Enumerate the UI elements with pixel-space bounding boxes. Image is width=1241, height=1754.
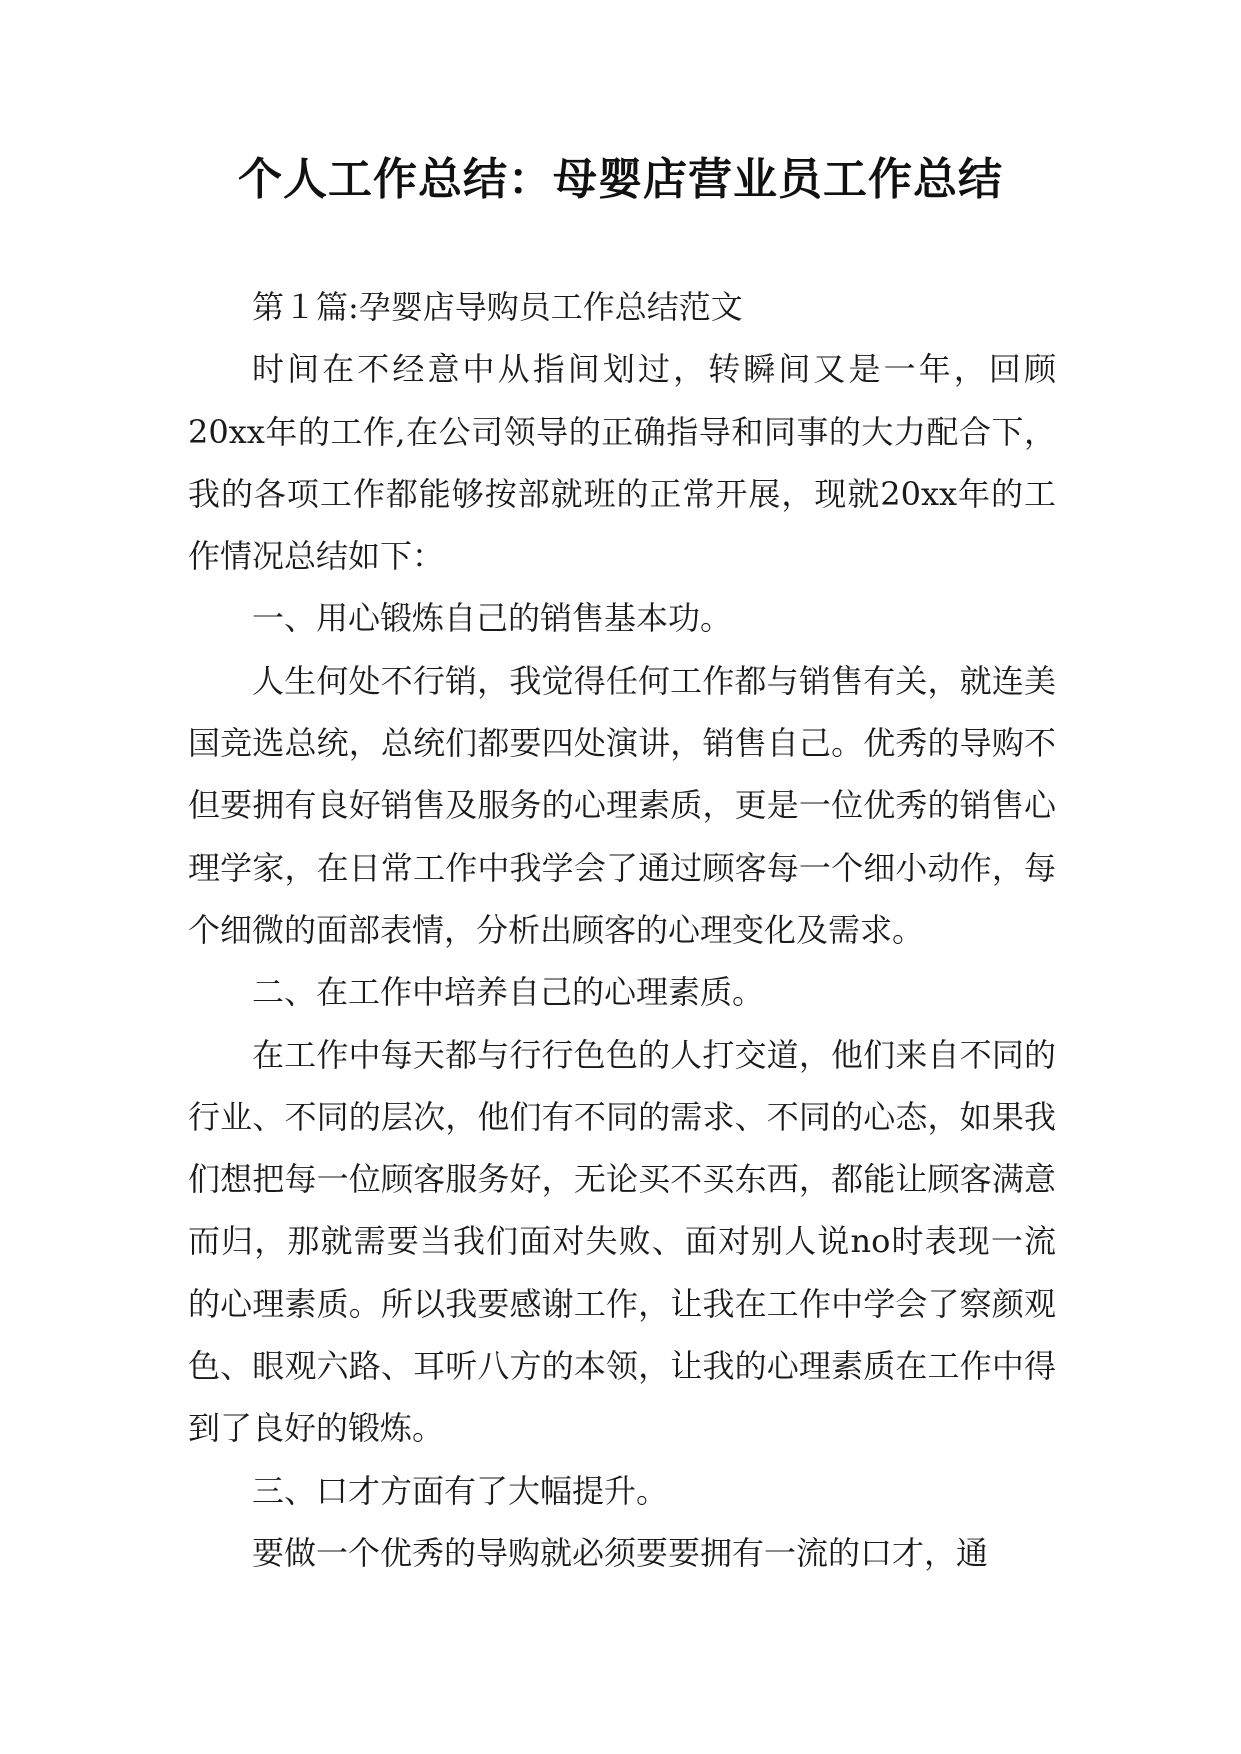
document-title: 个人工作总结：母婴店营业员工作总结 [238,154,1003,205]
document-body [188,276,1056,1584]
paragraph-section-1: 人生何处不行销，我觉得任何工作都与销售有关，就连美国竞选总统，总统们都要四处演讲，销售自己。优秀的导购不但要拥有良好销售及服务的心理素质，更是一位优秀的销售心理学家，在日常工作中我学会了通过顾客每一个细小动作，每个细微的面部表情，分析出顾客的心理变化及需求。 [188,661,1056,949]
paragraph-article-heading: 第１篇:孕婴店导购员工作总结范文 [252,288,743,326]
paragraph-section-2: 在工作中每天都与行行色色的人打交道，他们来自不同的行业、不同的层次，他们有不同的需求、不同的心态，如果我们想把每一位顾客服务好，无论买不买东西，都能让顾客满意而归，那就需要当我们面对失败、面对别人说no时表现一流的心理素质。所以我要感谢工作，让我在工作中学会了察颜观色、眼观六路、耳听八方的本领，让我的心理素质在工作中得到了良好的锻炼。 [188,1035,1056,1448]
section-heading-2: 二、在工作中培养自己的心理素质。 [252,973,765,1012]
section-heading-3: 三、口才方面有了大幅提升。 [252,1471,669,1510]
section-heading-1: 一、用心锻炼自己的销售基本功。 [252,599,733,638]
paragraph-section-3: 要做一个优秀的导购就必须要要拥有一流的口才，通 [252,1533,989,1572]
paragraph-intro: 时间在不经意中从指间划过，转瞬间又是一年，回顾20xx年的工作,在公司领导的正确指导和同事的大力配合下，我的各项工作都能够按部就班的正常开展，现就20xx年的工作情况总结如下： [188,350,1056,576]
